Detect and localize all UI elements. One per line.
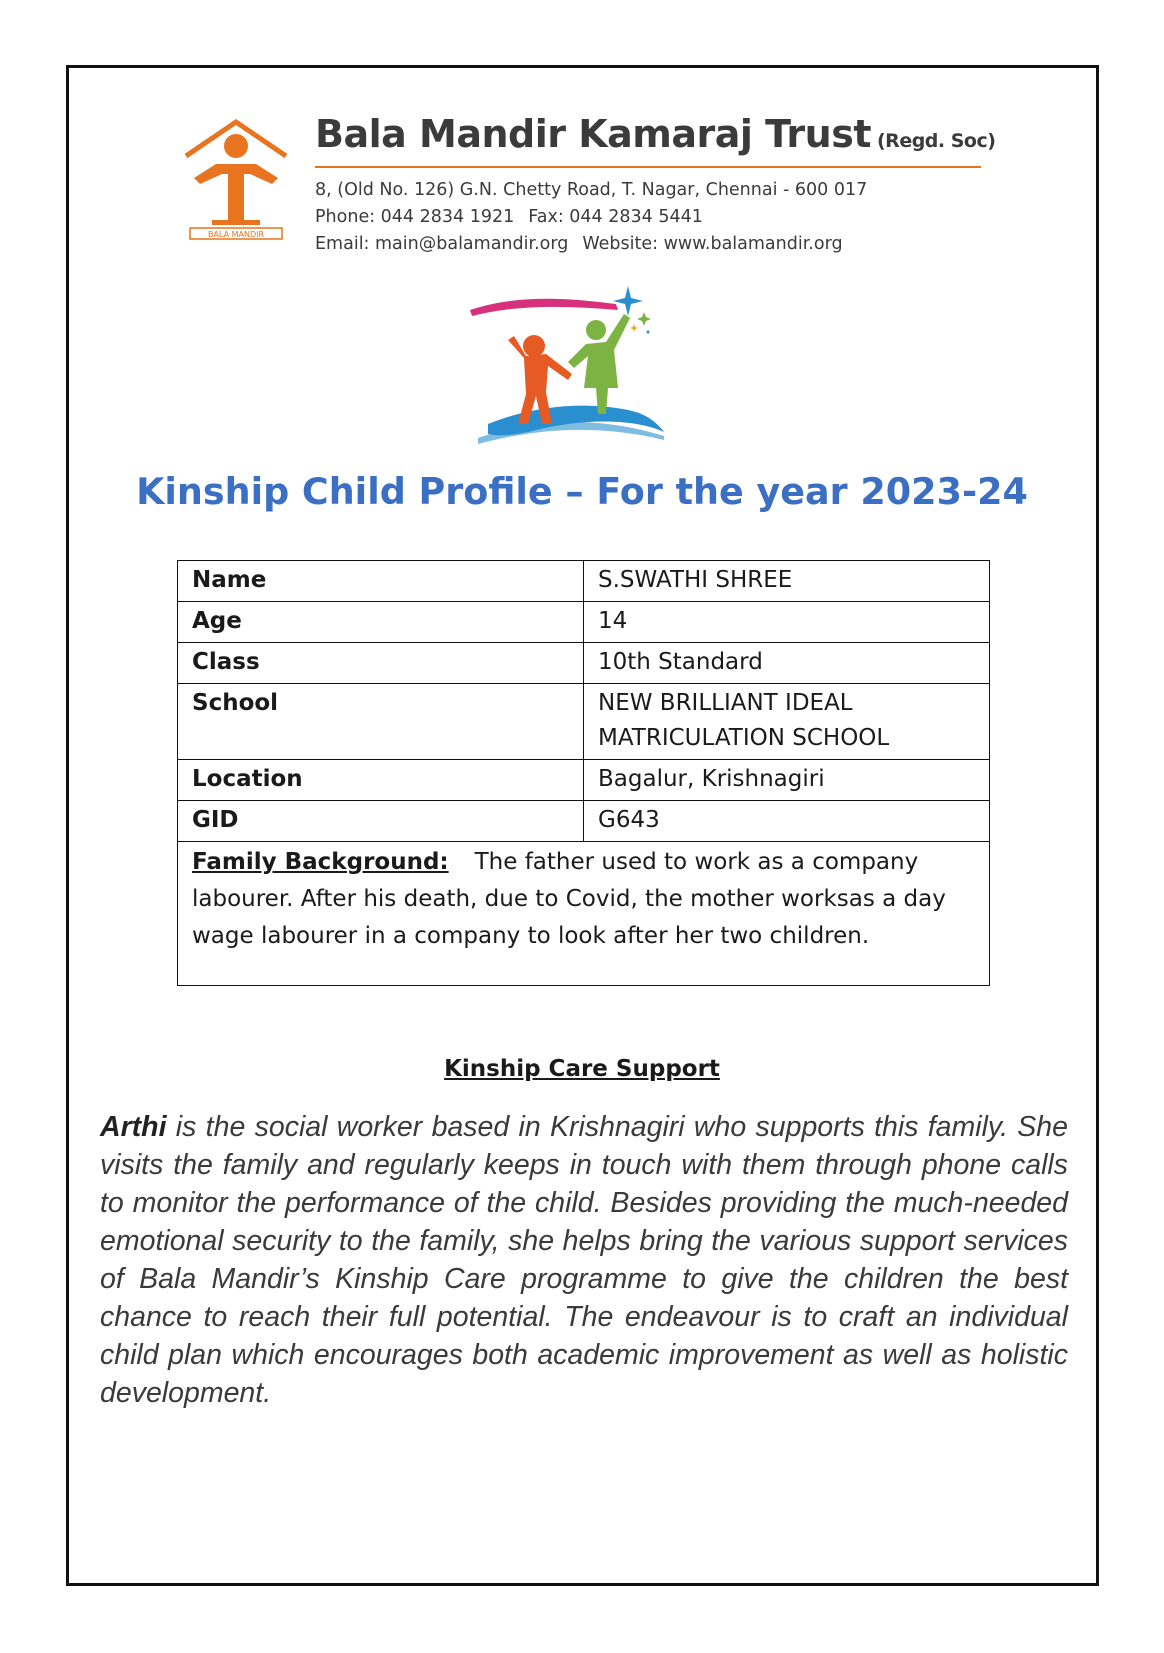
trust-website: Website: www.balamandir.org [582,234,843,254]
row-value: S.SWATHI SHREE [584,561,990,602]
support-paragraph [100,1108,1068,1412]
trust-fax: Fax: 044 2834 5441 [528,207,703,227]
social-worker-name: Arthi [100,1111,167,1143]
row-value: 10th Standard [584,643,990,684]
table-row [178,760,990,801]
trust-address: 8, (Old No. 126) G.N. Chetty Road, T. Nagar, Chennai - 600 017 [315,180,868,200]
row-value: NEW BRILLIANT IDEAL MATRICULATION SCHOOL [584,684,990,760]
trust-email: Email: main@balamandir.org [315,234,569,254]
family-background-row [178,842,990,986]
row-label: GID [178,801,584,842]
trust-name: Bala Mandir Kamaraj Trust (Regd. Soc) [315,112,996,156]
kinship-children-illustration [468,284,668,450]
trust-email-website [315,234,843,254]
support-text: is the social worker based in Krishnagiri who supports this family. She visits the family and regularly keeps in touch with them through phone calls to monitor the performance of the child. Besides providing the much-needed emotional security to the family, she helps bring the various support services of Bala Mandir’s Kinship Care programme to give the children the best chance to reach their full potential. The endeavour is to craft an individual child plan which encourages both academic improvement as well as holistic development. [100,1111,1068,1409]
row-label: Age [178,602,584,643]
family-background-label: Family Background: [192,849,449,875]
support-heading: Kinship Care Support [444,1056,720,1082]
child-profile-table [177,560,990,986]
family-background-cell [178,842,990,986]
table-row [178,801,990,842]
row-label: School [178,684,584,760]
logo-text: BALA MANDIR [207,230,265,239]
regd-label: (Regd. Soc) [877,130,996,152]
trust-phone: Phone: 044 2834 1921 [315,207,515,227]
bala-mandir-logo [182,116,290,248]
header-rule [315,166,981,168]
family-background-text: The father used to work as a company labourer. After his death, due to Covid, the mother worksas a day wage labourer in a company to look after her two children. [192,849,946,949]
table-row [178,684,990,760]
row-value: Bagalur, Krishnagiri [584,760,990,801]
trust-phone-fax [315,207,703,227]
row-label: Class [178,643,584,684]
table-row [178,561,990,602]
row-value: G643 [584,801,990,842]
row-label: Location [178,760,584,801]
row-value: 14 [584,602,990,643]
page-title: Kinship Child Profile – For the year 2023-24 [136,470,1028,513]
table-row [178,643,990,684]
table-row [178,602,990,643]
row-label: Name [178,561,584,602]
